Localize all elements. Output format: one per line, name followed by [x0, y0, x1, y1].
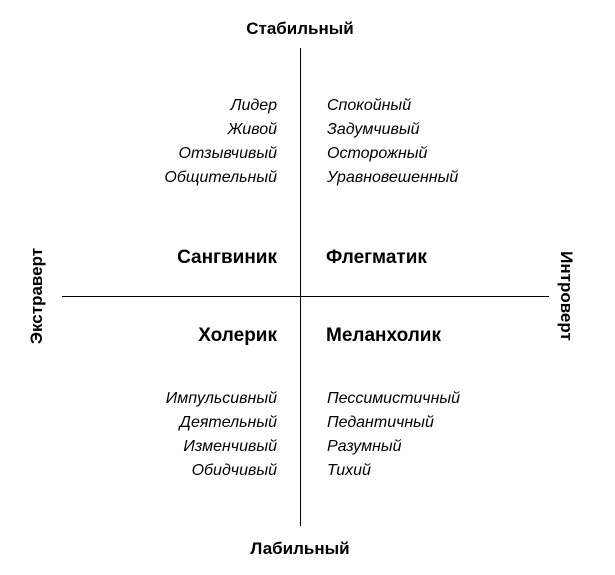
- trait-item: Общительный: [164, 169, 277, 186]
- traits-bottom-right: [327, 387, 460, 483]
- axis-label-top: Стабильный: [246, 19, 354, 38]
- trait-item: Осторожный: [327, 145, 428, 162]
- axis-label-left: Экстраверт: [27, 247, 46, 345]
- type-name-top-right: Флегматик: [326, 247, 427, 268]
- trait-item: Обидчивый: [191, 462, 277, 479]
- trait-item: Педантичный: [327, 414, 434, 431]
- vertical-axis-line: [300, 48, 301, 526]
- trait-item: Задумчивый: [327, 121, 420, 138]
- trait-item: Пессимистичный: [327, 390, 461, 407]
- horizontal-axis-line: [62, 296, 549, 297]
- trait-item: Отзывчивый: [178, 145, 277, 162]
- trait-item: Уравновешенный: [327, 169, 459, 186]
- trait-item: Живой: [227, 121, 277, 138]
- trait-item: Деятельный: [179, 414, 277, 431]
- traits-top-left: [164, 94, 277, 190]
- type-name-bottom-right: Меланхолик: [326, 325, 441, 346]
- type-name-bottom-left: Холерик: [198, 325, 277, 346]
- axis-label-right: Интроверт: [557, 251, 576, 341]
- traits-bottom-left: [166, 387, 277, 483]
- trait-item: Импульсивный: [165, 390, 277, 407]
- trait-item: Разумный: [327, 438, 402, 455]
- traits-top-right: [327, 94, 458, 190]
- trait-item: Спокойный: [327, 97, 412, 114]
- axis-label-bottom: Лабильный: [250, 539, 350, 558]
- type-name-top-left: Сангвиник: [177, 247, 277, 268]
- trait-item: Лидер: [230, 97, 277, 114]
- trait-item: Изменчивый: [183, 438, 277, 455]
- trait-item: Тихий: [327, 462, 371, 479]
